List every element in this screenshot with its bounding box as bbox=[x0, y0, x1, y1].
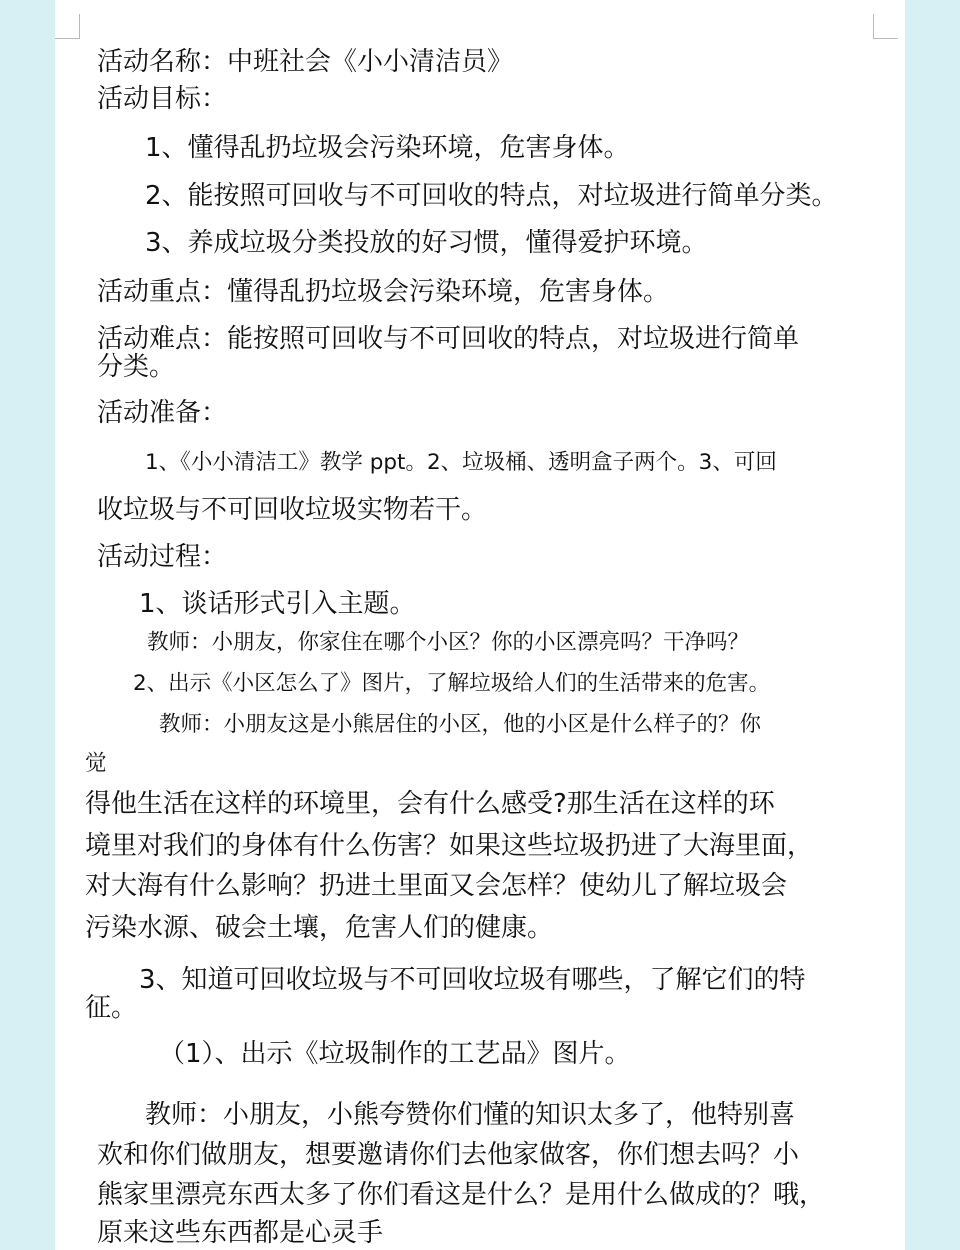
document-page bbox=[55, 0, 905, 1250]
process-heading: 活动过程： bbox=[97, 542, 228, 572]
preparation-item: 1、《小小清洁工》教学 ppt。2、垃圾桶、透明盒子两个。3、可回 bbox=[145, 450, 777, 475]
process-step-1: 1、谈话形式引入主题。 bbox=[139, 589, 416, 619]
goal-item-2: 2、能按照可回收与不可回收的特点，对垃圾进行简单分类。 bbox=[145, 181, 838, 211]
goal-item-3: 3、养成垃圾分类投放的好习惯，懂得爱护环境。 bbox=[145, 228, 708, 258]
activity-name-line: 活动名称：中班社会《小小清洁员》 bbox=[97, 47, 514, 77]
goal-item-1: 1、懂得乱扔垃圾会污染环境，危害身体。 bbox=[145, 133, 630, 163]
process-step-3-cont: 征。 bbox=[85, 993, 138, 1023]
page-corner-mark-top-right bbox=[873, 14, 898, 39]
teacher-line-3: 教师：小朋友，小熊夸赞你们懂的知识太多了，他特别喜 bbox=[145, 1100, 796, 1130]
paragraph-line-1: 得他生活在这样的环境里，会有什么感受?那生活在这样的环 bbox=[85, 789, 775, 819]
key-point-line: 活动重点：懂得乱扔垃圾会污染环境，危害身体。 bbox=[97, 277, 670, 307]
paragraph-line-3: 对大海有什么影响？扔进土里面又会怎样？使幼儿了解垃圾会 bbox=[85, 871, 788, 901]
process-step-2: 2、出示《小区怎么了》图片，了解垃圾给人们的生活带来的危害。 bbox=[133, 671, 771, 696]
difficulty-line-cont: 分类。 bbox=[97, 352, 176, 382]
teacher-line-1: 教师：小朋友，你家住在哪个小区？你的小区漂亮吗？干净吗？ bbox=[147, 630, 750, 655]
goals-heading: 活动目标： bbox=[97, 84, 228, 114]
preparation-heading: 活动准备： bbox=[97, 398, 228, 428]
teacher-line-2: 教师：小朋友这是小熊居住的小区，他的小区是什么样子的？你 bbox=[159, 712, 762, 737]
preparation-item-cont: 收垃圾与不可回收垃圾实物若干。 bbox=[97, 495, 488, 525]
teacher-line-3-cont-2: 熊家里漂亮东西太多了你们看这是什么？是用什么做成的？哦， bbox=[97, 1180, 826, 1210]
sub-step-1: （1）、出示《垃圾制作的工艺品》图片。 bbox=[159, 1039, 631, 1069]
teacher-line-3-cont-1: 欢和你们做朋友，想要邀请你们去他家做客，你们想去吗？小 bbox=[97, 1140, 800, 1170]
paragraph-line-2: 境里对我们的身体有什么伤害？如果这些垃圾扔进了大海里面， bbox=[85, 831, 814, 861]
difficulty-line: 活动难点：能按照可回收与不可回收的特点，对垃圾进行简单 bbox=[97, 324, 800, 354]
teacher-line-2-cont: 觉 bbox=[85, 751, 107, 776]
process-step-3: 3、知道可回收垃圾与不可回收垃圾有哪些，了解它们的特 bbox=[139, 965, 806, 995]
paragraph-line-4: 污染水源、破会土壤，危害人们的健康。 bbox=[85, 913, 554, 943]
teacher-line-3-cont-3: 原来这些东西都是心灵手 bbox=[97, 1218, 384, 1248]
page-corner-mark-top-left bbox=[55, 14, 80, 39]
